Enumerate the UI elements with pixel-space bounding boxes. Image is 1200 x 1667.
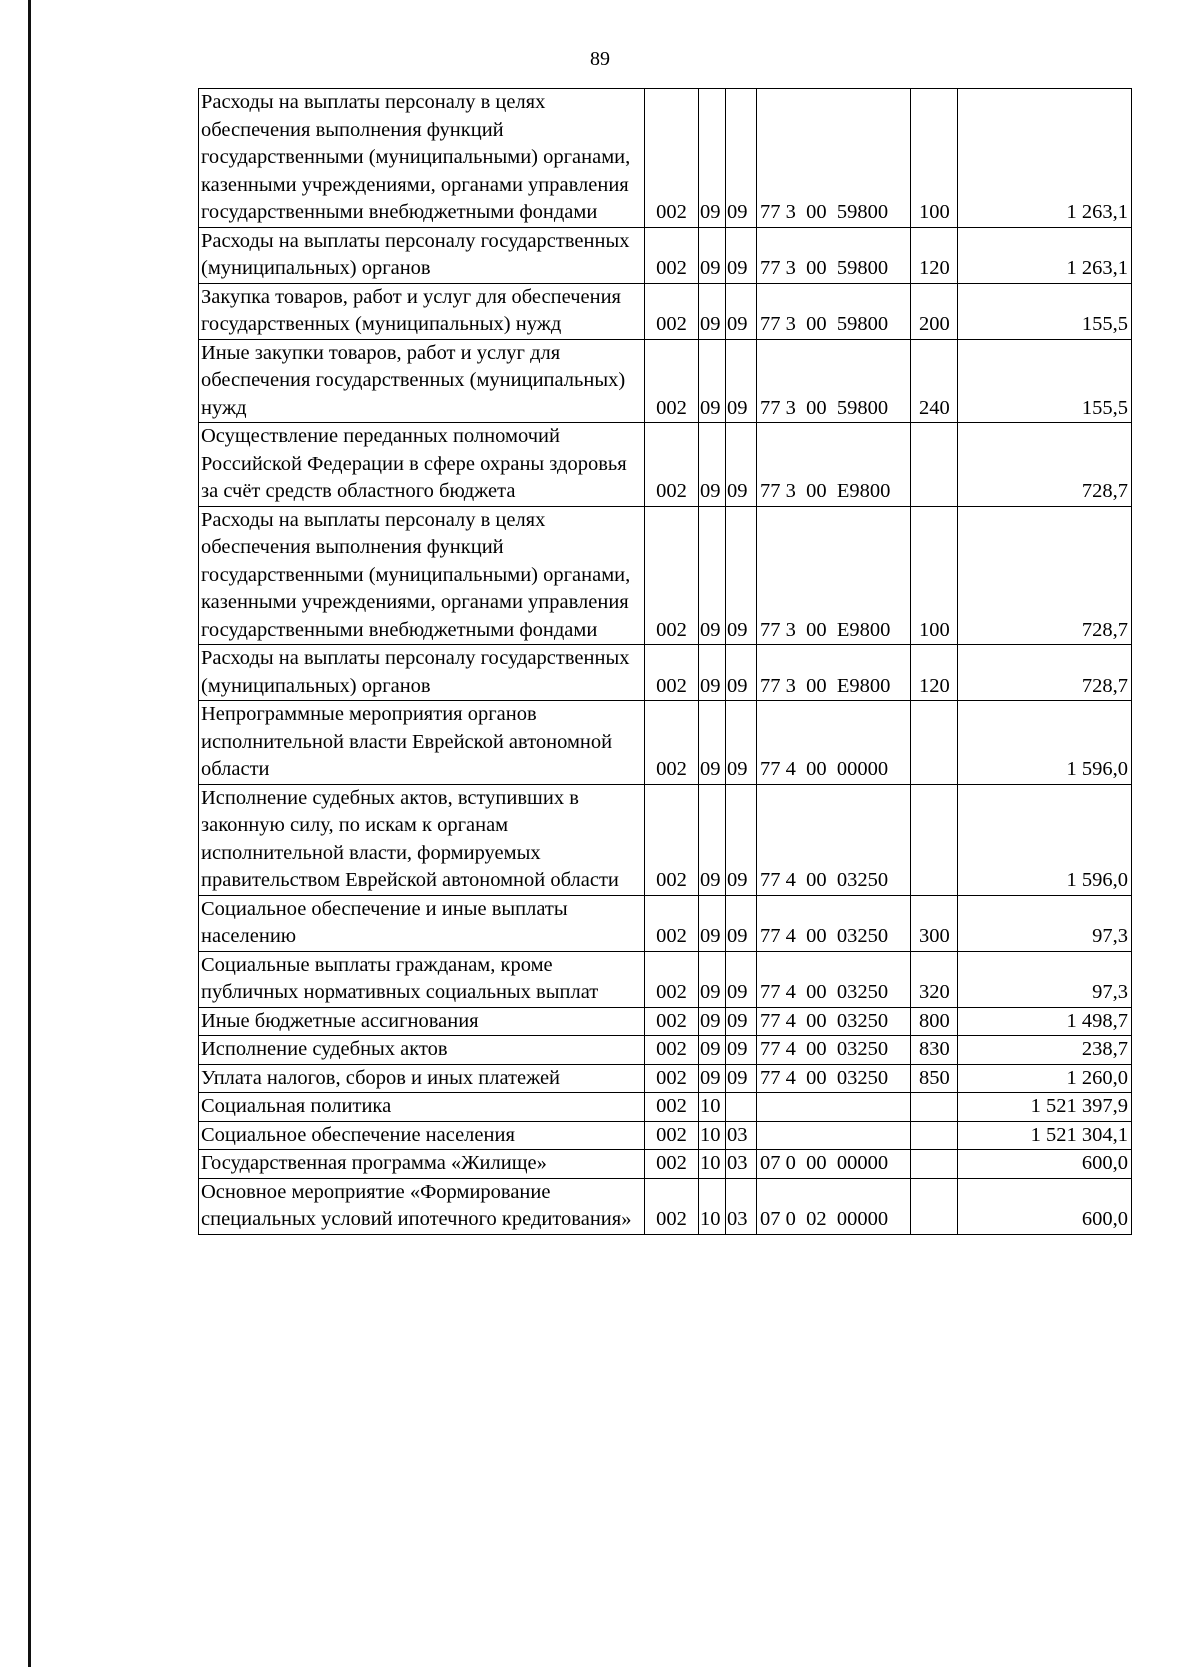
department-code-cell: 002 <box>645 1064 699 1093</box>
department-code-cell: 002 <box>645 423 699 507</box>
target-article-code-cell <box>757 1093 911 1122</box>
table-row <box>199 89 1132 228</box>
section-code-cell: 09 <box>699 339 726 423</box>
amount-cell: 728,7 <box>958 423 1132 507</box>
amount-cell: 1 260,0 <box>958 1064 1132 1093</box>
expense-type-code-cell <box>911 784 958 895</box>
department-code-cell: 002 <box>645 1036 699 1065</box>
amount-cell: 728,7 <box>958 645 1132 701</box>
expense-type-code-cell: 830 <box>911 1036 958 1065</box>
expense-type-code-cell: 850 <box>911 1064 958 1093</box>
subsection-code-cell: 09 <box>726 1007 757 1036</box>
subsection-code-cell: 09 <box>726 951 757 1007</box>
amount-cell: 728,7 <box>958 506 1132 645</box>
row-name-cell: Основное мероприятие «Формирование специальных условий ипотечного кредитования» <box>199 1178 645 1234</box>
amount-cell: 1 263,1 <box>958 227 1132 283</box>
subsection-code-cell: 09 <box>726 1064 757 1093</box>
section-code-cell: 09 <box>699 1036 726 1065</box>
subsection-code-cell: 09 <box>726 227 757 283</box>
table-row <box>199 701 1132 785</box>
subsection-code-cell: 03 <box>726 1121 757 1150</box>
amount-cell: 1 521 397,9 <box>958 1093 1132 1122</box>
subsection-code-cell: 09 <box>726 701 757 785</box>
target-article-code-cell <box>757 1121 911 1150</box>
expense-type-code-cell <box>911 423 958 507</box>
row-name-cell: Иные закупки товаров, работ и услуг для обеспечения государственных (муниципальных) нужд <box>199 339 645 423</box>
subsection-code-cell: 09 <box>726 784 757 895</box>
target-article-code-cell: 77 4 00 03250 <box>757 1064 911 1093</box>
budget-table-body <box>199 89 1132 1235</box>
table-row <box>199 227 1132 283</box>
subsection-code-cell: 09 <box>726 89 757 228</box>
table-row <box>199 283 1132 339</box>
department-code-cell: 002 <box>645 1178 699 1234</box>
budget-table <box>198 88 1132 1235</box>
expense-type-code-cell: 200 <box>911 283 958 339</box>
expense-type-code-cell: 120 <box>911 645 958 701</box>
table-row <box>199 1007 1132 1036</box>
expense-type-code-cell <box>911 1178 958 1234</box>
row-name-cell: Исполнение судебных актов <box>199 1036 645 1065</box>
section-code-cell: 10 <box>699 1150 726 1179</box>
row-name-cell: Расходы на выплаты персоналу в целях обеспечения выполнения функций государственными (муниципальными) органами, казенными учреждениями, органами управления государственными внебюджетными фондами <box>199 506 645 645</box>
department-code-cell: 002 <box>645 1150 699 1179</box>
target-article-code-cell: 77 3 00 59800 <box>757 89 911 228</box>
department-code-cell: 002 <box>645 506 699 645</box>
department-code-cell: 002 <box>645 1093 699 1122</box>
section-code-cell: 09 <box>699 645 726 701</box>
target-article-code-cell: 07 0 00 00000 <box>757 1150 911 1179</box>
section-code-cell: 09 <box>699 951 726 1007</box>
section-code-cell: 09 <box>699 701 726 785</box>
target-article-code-cell: 77 4 00 00000 <box>757 701 911 785</box>
table-row <box>199 506 1132 645</box>
table-row <box>199 1178 1132 1234</box>
section-code-cell: 09 <box>699 283 726 339</box>
table-row <box>199 784 1132 895</box>
row-name-cell: Закупка товаров, работ и услуг для обеспечения государственных (муниципальных) нужд <box>199 283 645 339</box>
row-name-cell: Непрограммные мероприятия органов исполнительной власти Еврейской автономной области <box>199 701 645 785</box>
target-article-code-cell: 77 3 00 E9800 <box>757 423 911 507</box>
row-name-cell: Расходы на выплаты персоналу государственных (муниципальных) органов <box>199 645 645 701</box>
row-name-cell: Социальная политика <box>199 1093 645 1122</box>
target-article-code-cell: 77 3 00 E9800 <box>757 645 911 701</box>
expense-type-code-cell <box>911 1150 958 1179</box>
expense-type-code-cell: 320 <box>911 951 958 1007</box>
amount-cell: 600,0 <box>958 1150 1132 1179</box>
amount-cell: 97,3 <box>958 895 1132 951</box>
budget-table-container <box>198 88 1131 1235</box>
amount-cell: 1 596,0 <box>958 784 1132 895</box>
row-name-cell: Осуществление переданных полномочий Российской Федерации в сфере охраны здоровья за счёт средств областного бюджета <box>199 423 645 507</box>
row-name-cell: Уплата налогов, сборов и иных платежей <box>199 1064 645 1093</box>
department-code-cell: 002 <box>645 339 699 423</box>
page-number: 89 <box>590 48 610 70</box>
expense-type-code-cell <box>911 1093 958 1122</box>
subsection-code-cell: 09 <box>726 283 757 339</box>
row-name-cell: Социальные выплаты гражданам, кроме публичных нормативных социальных выплат <box>199 951 645 1007</box>
target-article-code-cell: 77 3 00 59800 <box>757 339 911 423</box>
section-code-cell: 09 <box>699 227 726 283</box>
target-article-code-cell: 77 3 00 59800 <box>757 227 911 283</box>
department-code-cell: 002 <box>645 951 699 1007</box>
table-row <box>199 1064 1132 1093</box>
table-row <box>199 1121 1132 1150</box>
target-article-code-cell: 77 4 00 03250 <box>757 1036 911 1065</box>
amount-cell: 97,3 <box>958 951 1132 1007</box>
department-code-cell: 002 <box>645 89 699 228</box>
subsection-code-cell: 09 <box>726 423 757 507</box>
section-code-cell: 09 <box>699 1064 726 1093</box>
row-name-cell: Иные бюджетные ассигнования <box>199 1007 645 1036</box>
table-row <box>199 951 1132 1007</box>
section-code-cell: 10 <box>699 1121 726 1150</box>
department-code-cell: 002 <box>645 1007 699 1036</box>
target-article-code-cell: 07 0 02 00000 <box>757 1178 911 1234</box>
amount-cell: 1 521 304,1 <box>958 1121 1132 1150</box>
table-row <box>199 1036 1132 1065</box>
expense-type-code-cell <box>911 1121 958 1150</box>
amount-cell: 1 596,0 <box>958 701 1132 785</box>
subsection-code-cell: 03 <box>726 1178 757 1234</box>
department-code-cell: 002 <box>645 895 699 951</box>
amount-cell: 155,5 <box>958 283 1132 339</box>
section-code-cell: 09 <box>699 423 726 507</box>
subsection-code-cell: 09 <box>726 895 757 951</box>
expense-type-code-cell: 240 <box>911 339 958 423</box>
row-name-cell: Государственная программа «Жилище» <box>199 1150 645 1179</box>
department-code-cell: 002 <box>645 784 699 895</box>
subsection-code-cell: 09 <box>726 339 757 423</box>
amount-cell: 600,0 <box>958 1178 1132 1234</box>
section-code-cell: 09 <box>699 1007 726 1036</box>
binding-edge-line <box>28 0 31 1667</box>
section-code-cell: 09 <box>699 506 726 645</box>
table-row <box>199 423 1132 507</box>
section-code-cell: 09 <box>699 895 726 951</box>
row-name-cell: Расходы на выплаты персоналу государственных (муниципальных) органов <box>199 227 645 283</box>
table-row <box>199 1093 1132 1122</box>
expense-type-code-cell <box>911 701 958 785</box>
expense-type-code-cell: 100 <box>911 89 958 228</box>
amount-cell: 1 263,1 <box>958 89 1132 228</box>
expense-type-code-cell: 800 <box>911 1007 958 1036</box>
target-article-code-cell: 77 4 00 03250 <box>757 951 911 1007</box>
expense-type-code-cell: 120 <box>911 227 958 283</box>
table-row <box>199 1150 1132 1179</box>
section-code-cell: 10 <box>699 1093 726 1122</box>
department-code-cell: 002 <box>645 701 699 785</box>
table-row <box>199 339 1132 423</box>
subsection-code-cell: 09 <box>726 506 757 645</box>
target-article-code-cell: 77 3 00 E9800 <box>757 506 911 645</box>
amount-cell: 1 498,7 <box>958 1007 1132 1036</box>
section-code-cell: 09 <box>699 89 726 228</box>
subsection-code-cell <box>726 1093 757 1122</box>
department-code-cell: 002 <box>645 283 699 339</box>
target-article-code-cell: 77 4 00 03250 <box>757 784 911 895</box>
expense-type-code-cell: 300 <box>911 895 958 951</box>
target-article-code-cell: 77 4 00 03250 <box>757 895 911 951</box>
section-code-cell: 10 <box>699 1178 726 1234</box>
target-article-code-cell: 77 4 00 03250 <box>757 1007 911 1036</box>
target-article-code-cell: 77 3 00 59800 <box>757 283 911 339</box>
department-code-cell: 002 <box>645 645 699 701</box>
department-code-cell: 002 <box>645 227 699 283</box>
expense-type-code-cell: 100 <box>911 506 958 645</box>
amount-cell: 238,7 <box>958 1036 1132 1065</box>
subsection-code-cell: 09 <box>726 645 757 701</box>
department-code-cell: 002 <box>645 1121 699 1150</box>
table-row <box>199 895 1132 951</box>
section-code-cell: 09 <box>699 784 726 895</box>
subsection-code-cell: 09 <box>726 1036 757 1065</box>
table-row <box>199 645 1132 701</box>
row-name-cell: Исполнение судебных актов, вступивших в законную силу, по искам к органам исполнительной власти, формируемых правительством Еврейской автономной области <box>199 784 645 895</box>
subsection-code-cell: 03 <box>726 1150 757 1179</box>
row-name-cell: Социальное обеспечение и иные выплаты населению <box>199 895 645 951</box>
row-name-cell: Социальное обеспечение населения <box>199 1121 645 1150</box>
row-name-cell: Расходы на выплаты персоналу в целях обеспечения выполнения функций государственными (муниципальными) органами, казенными учреждениями, органами управления государственными внебюджетными фондами <box>199 89 645 228</box>
amount-cell: 155,5 <box>958 339 1132 423</box>
